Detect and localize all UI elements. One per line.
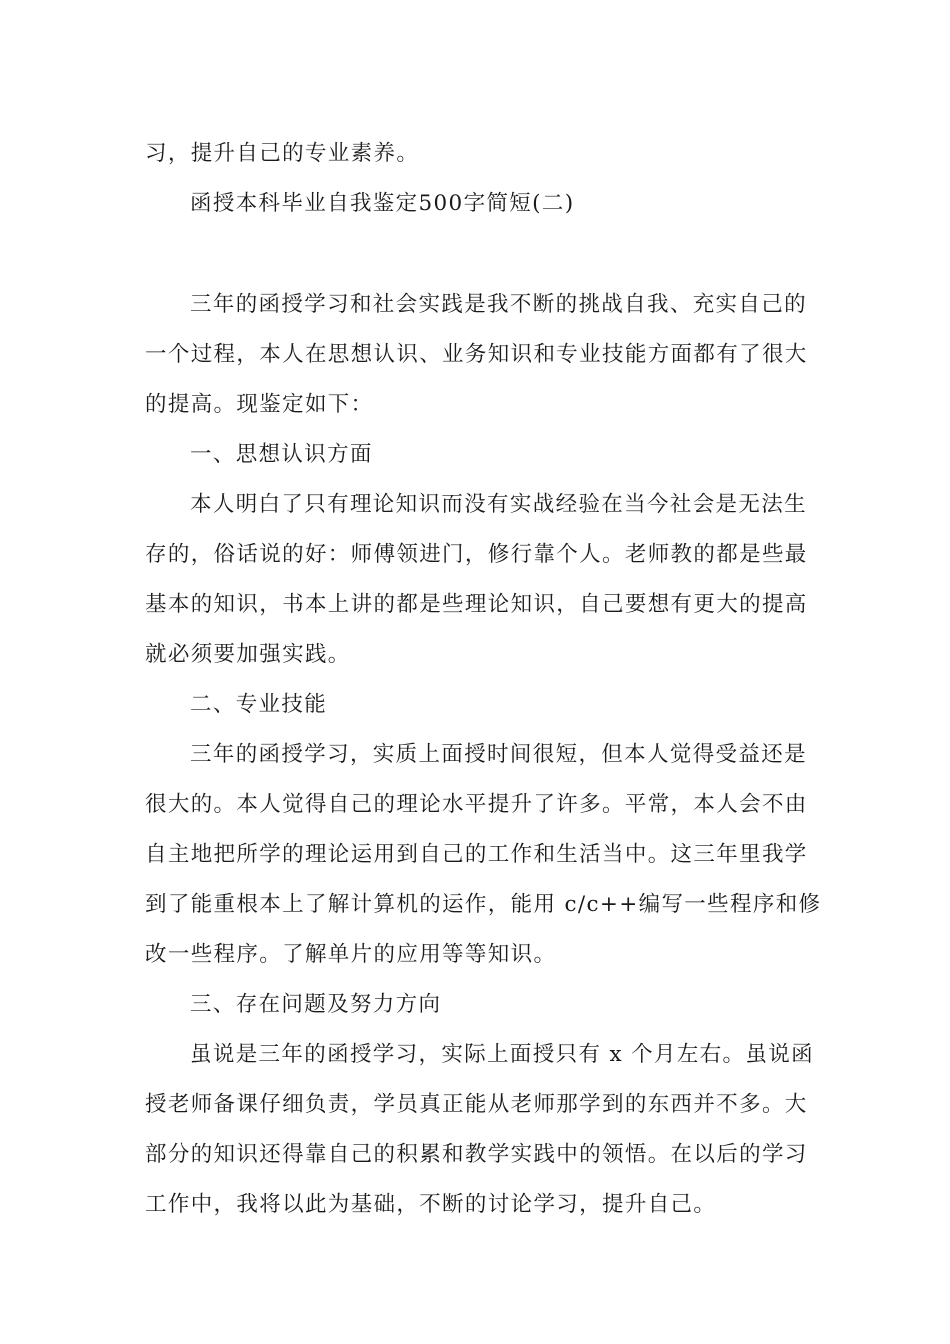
paragraph-line: 就必须要加强实践。 bbox=[145, 642, 351, 667]
paragraph-line: 基本的知识，书本上讲的都是些理论知识，自己要想有更大的提高 bbox=[145, 592, 808, 617]
section-subtitle: 函授本科毕业自我鉴定500字简短(二) bbox=[190, 191, 575, 216]
paragraph-line: 一个过程，本人在思想认识、业务知识和专业技能方面都有了很大 bbox=[145, 342, 808, 367]
paragraph-line: 自主地把所学的理论运用到自己的工作和生活当中。这三年里我学 bbox=[145, 842, 808, 867]
section-heading: 一、思想认识方面 bbox=[190, 442, 373, 467]
paragraph-line: 改一些程序。了解单片的应用等等知识。 bbox=[145, 942, 557, 967]
paragraph-line: 习，提升自己的专业素养。 bbox=[145, 141, 420, 166]
paragraph-line: 的提高。现鉴定如下： bbox=[145, 392, 374, 417]
paragraph-line: 部分的知识还得靠自己的积累和教学实践中的领悟。在以后的学习 bbox=[145, 1142, 808, 1167]
paragraph-line: 三年的函授学习和社会实践是我不断的挑战自我、充实自己的 bbox=[190, 292, 807, 317]
paragraph-line: 虽说是三年的函授学习，实际上面授只有 x 个月左右。虽说函 bbox=[190, 1042, 814, 1067]
paragraph-line: 很大的。本人觉得自己的理论水平提升了许多。平常，本人会不由 bbox=[145, 792, 808, 817]
section-heading: 二、专业技能 bbox=[190, 692, 328, 717]
paragraph-line: 三年的函授学习，实质上面授时间很短，但本人觉得受益还是 bbox=[190, 742, 807, 767]
paragraph-line: 工作中，我将以此为基础，不断的讨论学习，提升自己。 bbox=[145, 1192, 717, 1217]
paragraph-line: 存的，俗话说的好：师傅领进门，修行靠个人。老师教的都是些最 bbox=[145, 542, 808, 567]
section-heading: 三、存在问题及努力方向 bbox=[190, 992, 442, 1017]
paragraph-line: 本人明白了只有理论知识而没有实战经验在当今社会是无法生 bbox=[190, 492, 807, 517]
paragraph-line: 授老师备课仔细负责，学员真正能从老师那学到的东西并不多。大 bbox=[145, 1092, 808, 1117]
paragraph-line: 到了能重根本上了解计算机的运作，能用 c/c++编写一些程序和修 bbox=[145, 892, 822, 917]
